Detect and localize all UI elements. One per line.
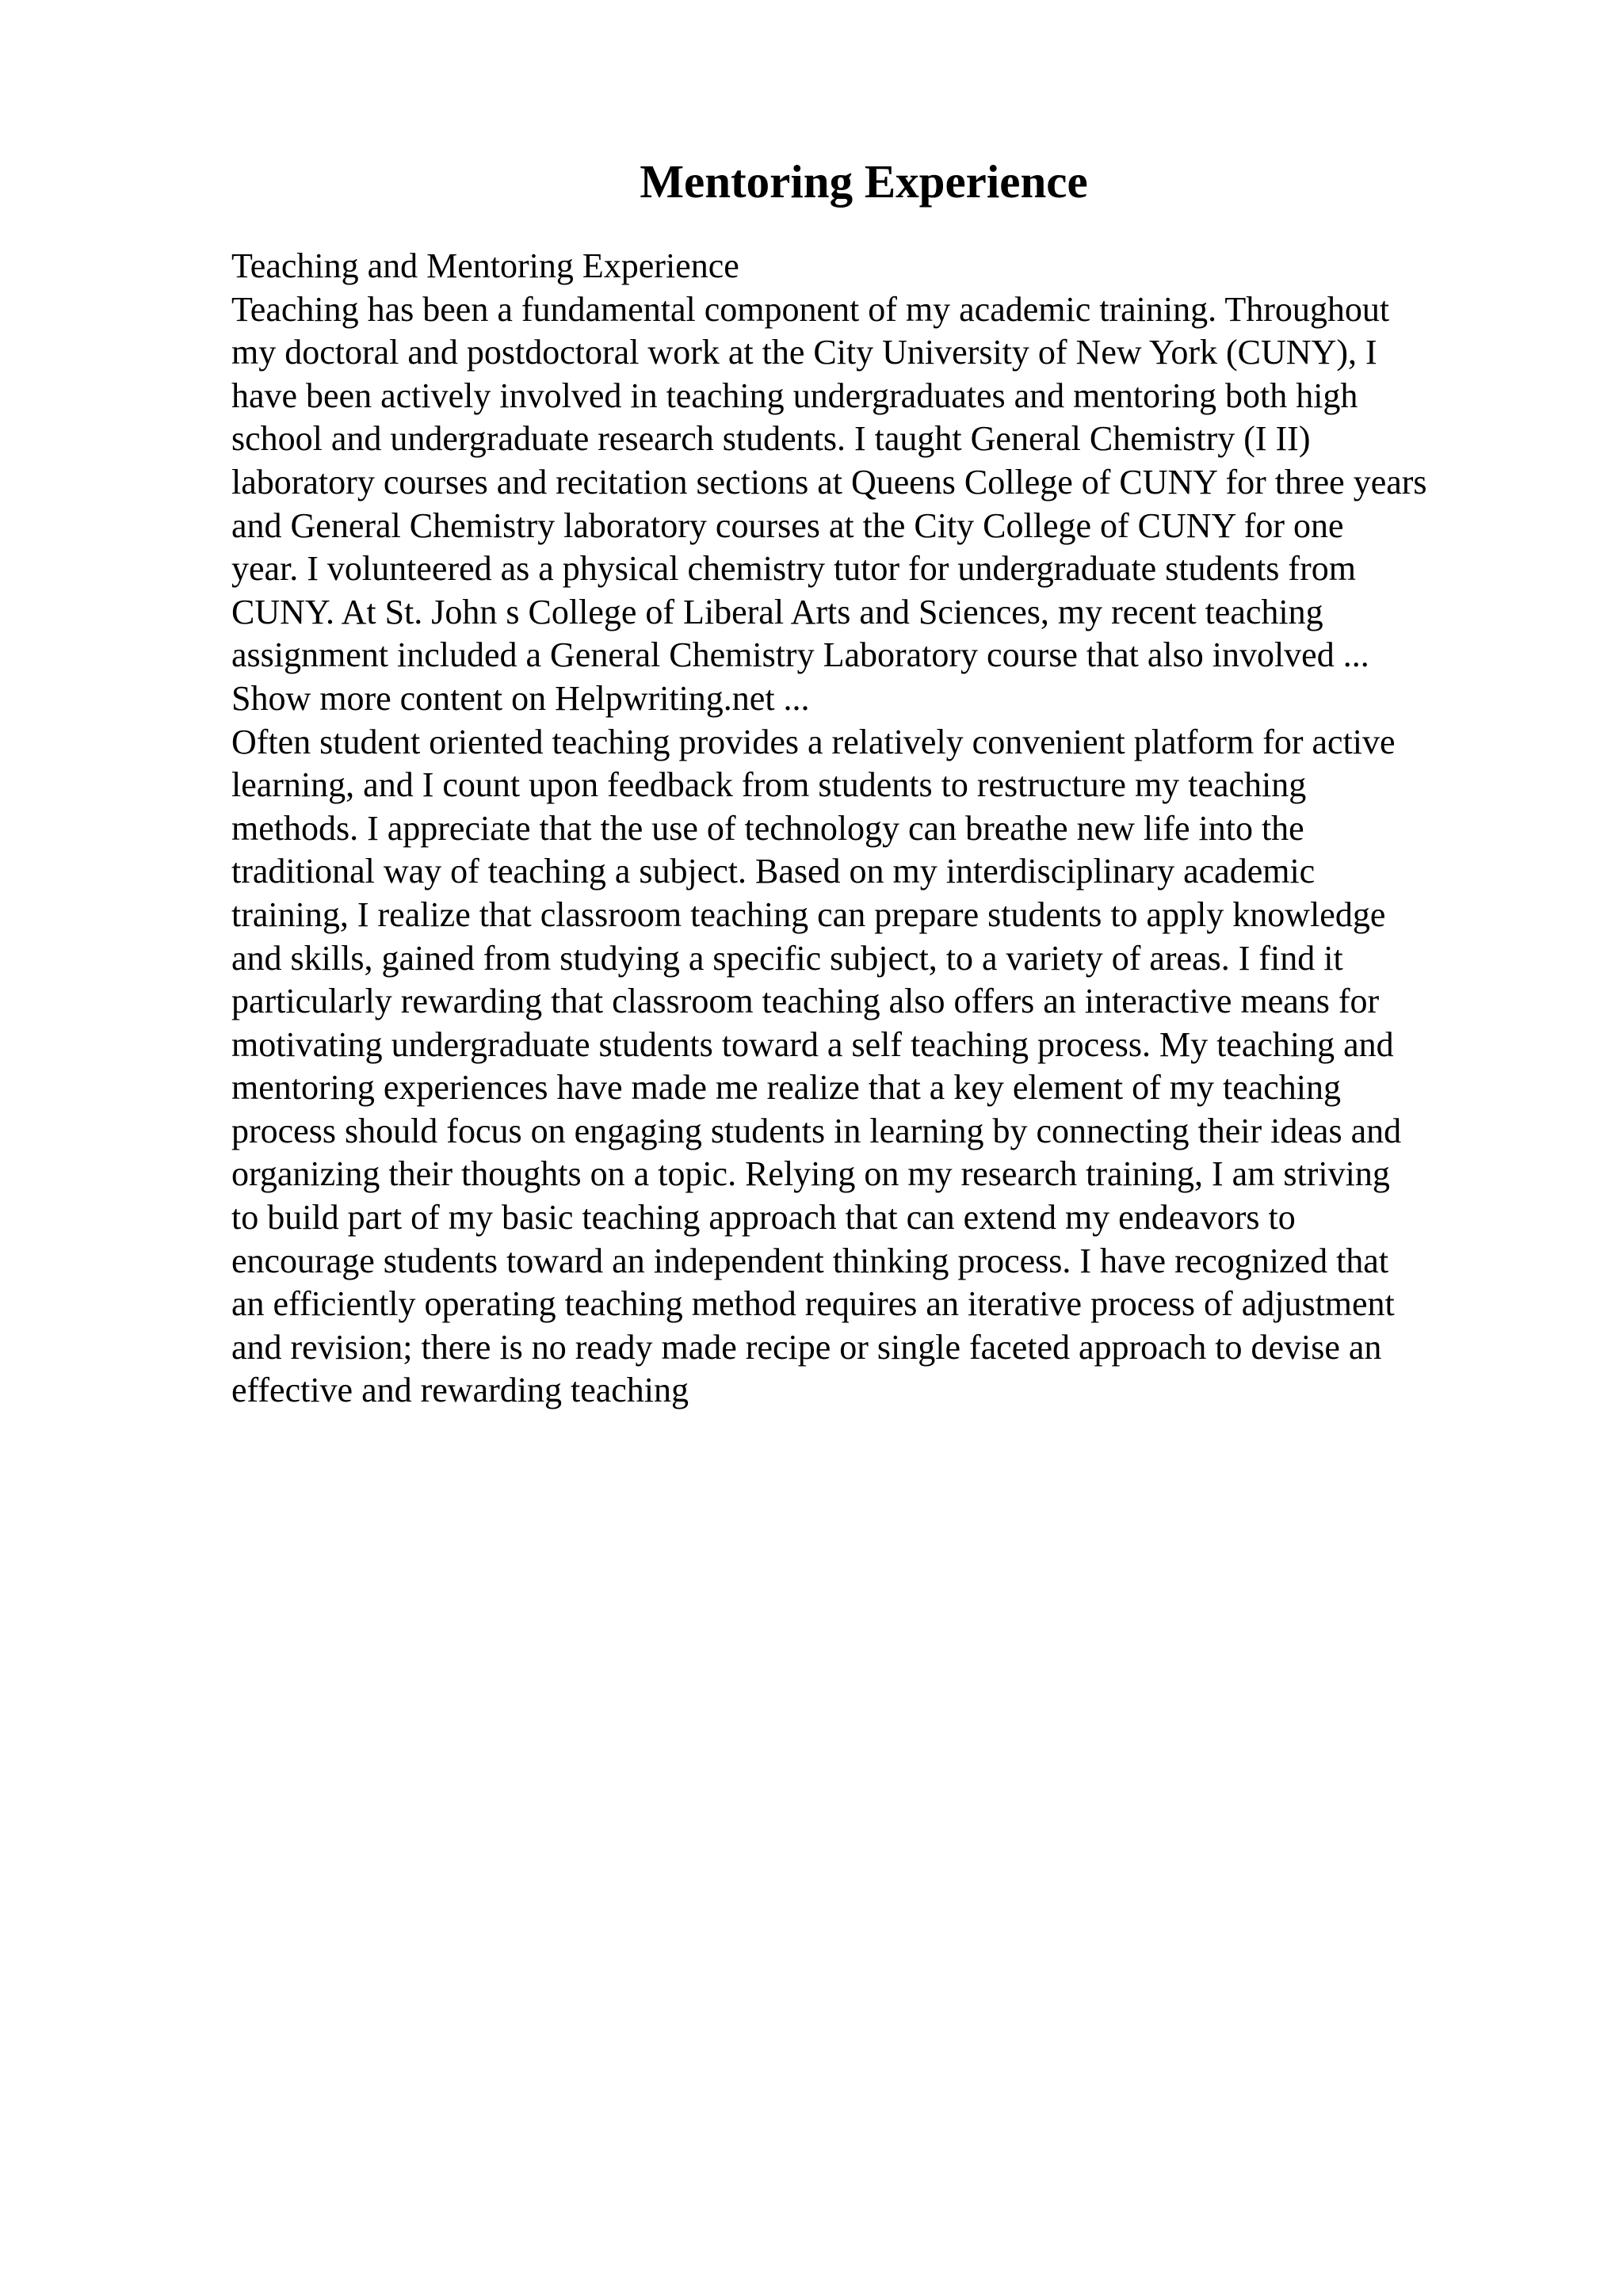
body-line: assignment included a General Chemistry Laboratory course that also involved ... [231,635,1369,675]
body-line: have been actively involved in teaching undergraduates and mentoring both high [231,376,1358,415]
body-line: laboratory courses and recitation sections at Queens College of CUNY for three years [231,462,1427,502]
body-line: encourage students toward an independent thinking process. I have recognized that [231,1241,1389,1280]
body-line: effective and rewarding teaching [231,1371,689,1410]
body-line: year. I volunteered as a physical chemistry tutor for undergraduate students from [231,549,1356,589]
body-line: an efficiently operating teaching method requires an iterative process of adjustment [231,1284,1395,1324]
body-line: training, I realize that classroom teaching can prepare students to apply knowledge [231,894,1386,934]
body-line: mentoring experiences have made me realize that a key element of my teaching [231,1068,1342,1108]
body-line: methods. I appreciate that the use of technology can breathe new life into the [231,808,1304,848]
document-title: Mentoring Experience [640,155,1088,208]
body-line: Teaching has been a fundamental component of my academic training. Throughout [231,289,1390,329]
show-more-link[interactable]: Show more content on Helpwriting.net ... [231,678,810,718]
body-line: and General Chemistry laboratory courses at the City College of CUNY for one [231,505,1344,545]
body-line: to build part of my basic teaching approach that can extend my endeavors to [231,1198,1296,1238]
body-line: motivating undergraduate students toward a self teaching process. My teaching and [231,1024,1394,1064]
body-line: traditional way of teaching a subject. Based on my interdisciplinary academic [231,852,1316,891]
body-line: school and undergraduate research students. I taught General Chemistry (I II) [231,419,1311,459]
body-line: learning, and I count upon feedback from students to restructure my teaching [231,765,1307,805]
body-line: organizing their thoughts on a topic. Relying on my research training, I am striving [231,1154,1390,1194]
body-line: Often student oriented teaching provides a relatively convenient platform for active [231,722,1396,761]
body-line: process should focus on engaging students in learning by connecting their ideas and [231,1111,1402,1150]
body-line: CUNY. At St. John s College of Liberal Arts and Sciences, my recent teaching [231,592,1323,631]
body-line: my doctoral and postdoctoral work at the City University of New York (CUNY), I [231,333,1377,372]
body-line: and skills, gained from studying a specific subject, to a variety of areas. I find it [231,938,1343,978]
document-body [231,245,1594,1413]
body-line: Teaching and Mentoring Experience [231,246,739,285]
body-line: and revision; there is no ready made recipe or single faceted approach to devise an [231,1327,1382,1367]
body-line: particularly rewarding that classroom teaching also offers an interactive means for [231,982,1380,1021]
